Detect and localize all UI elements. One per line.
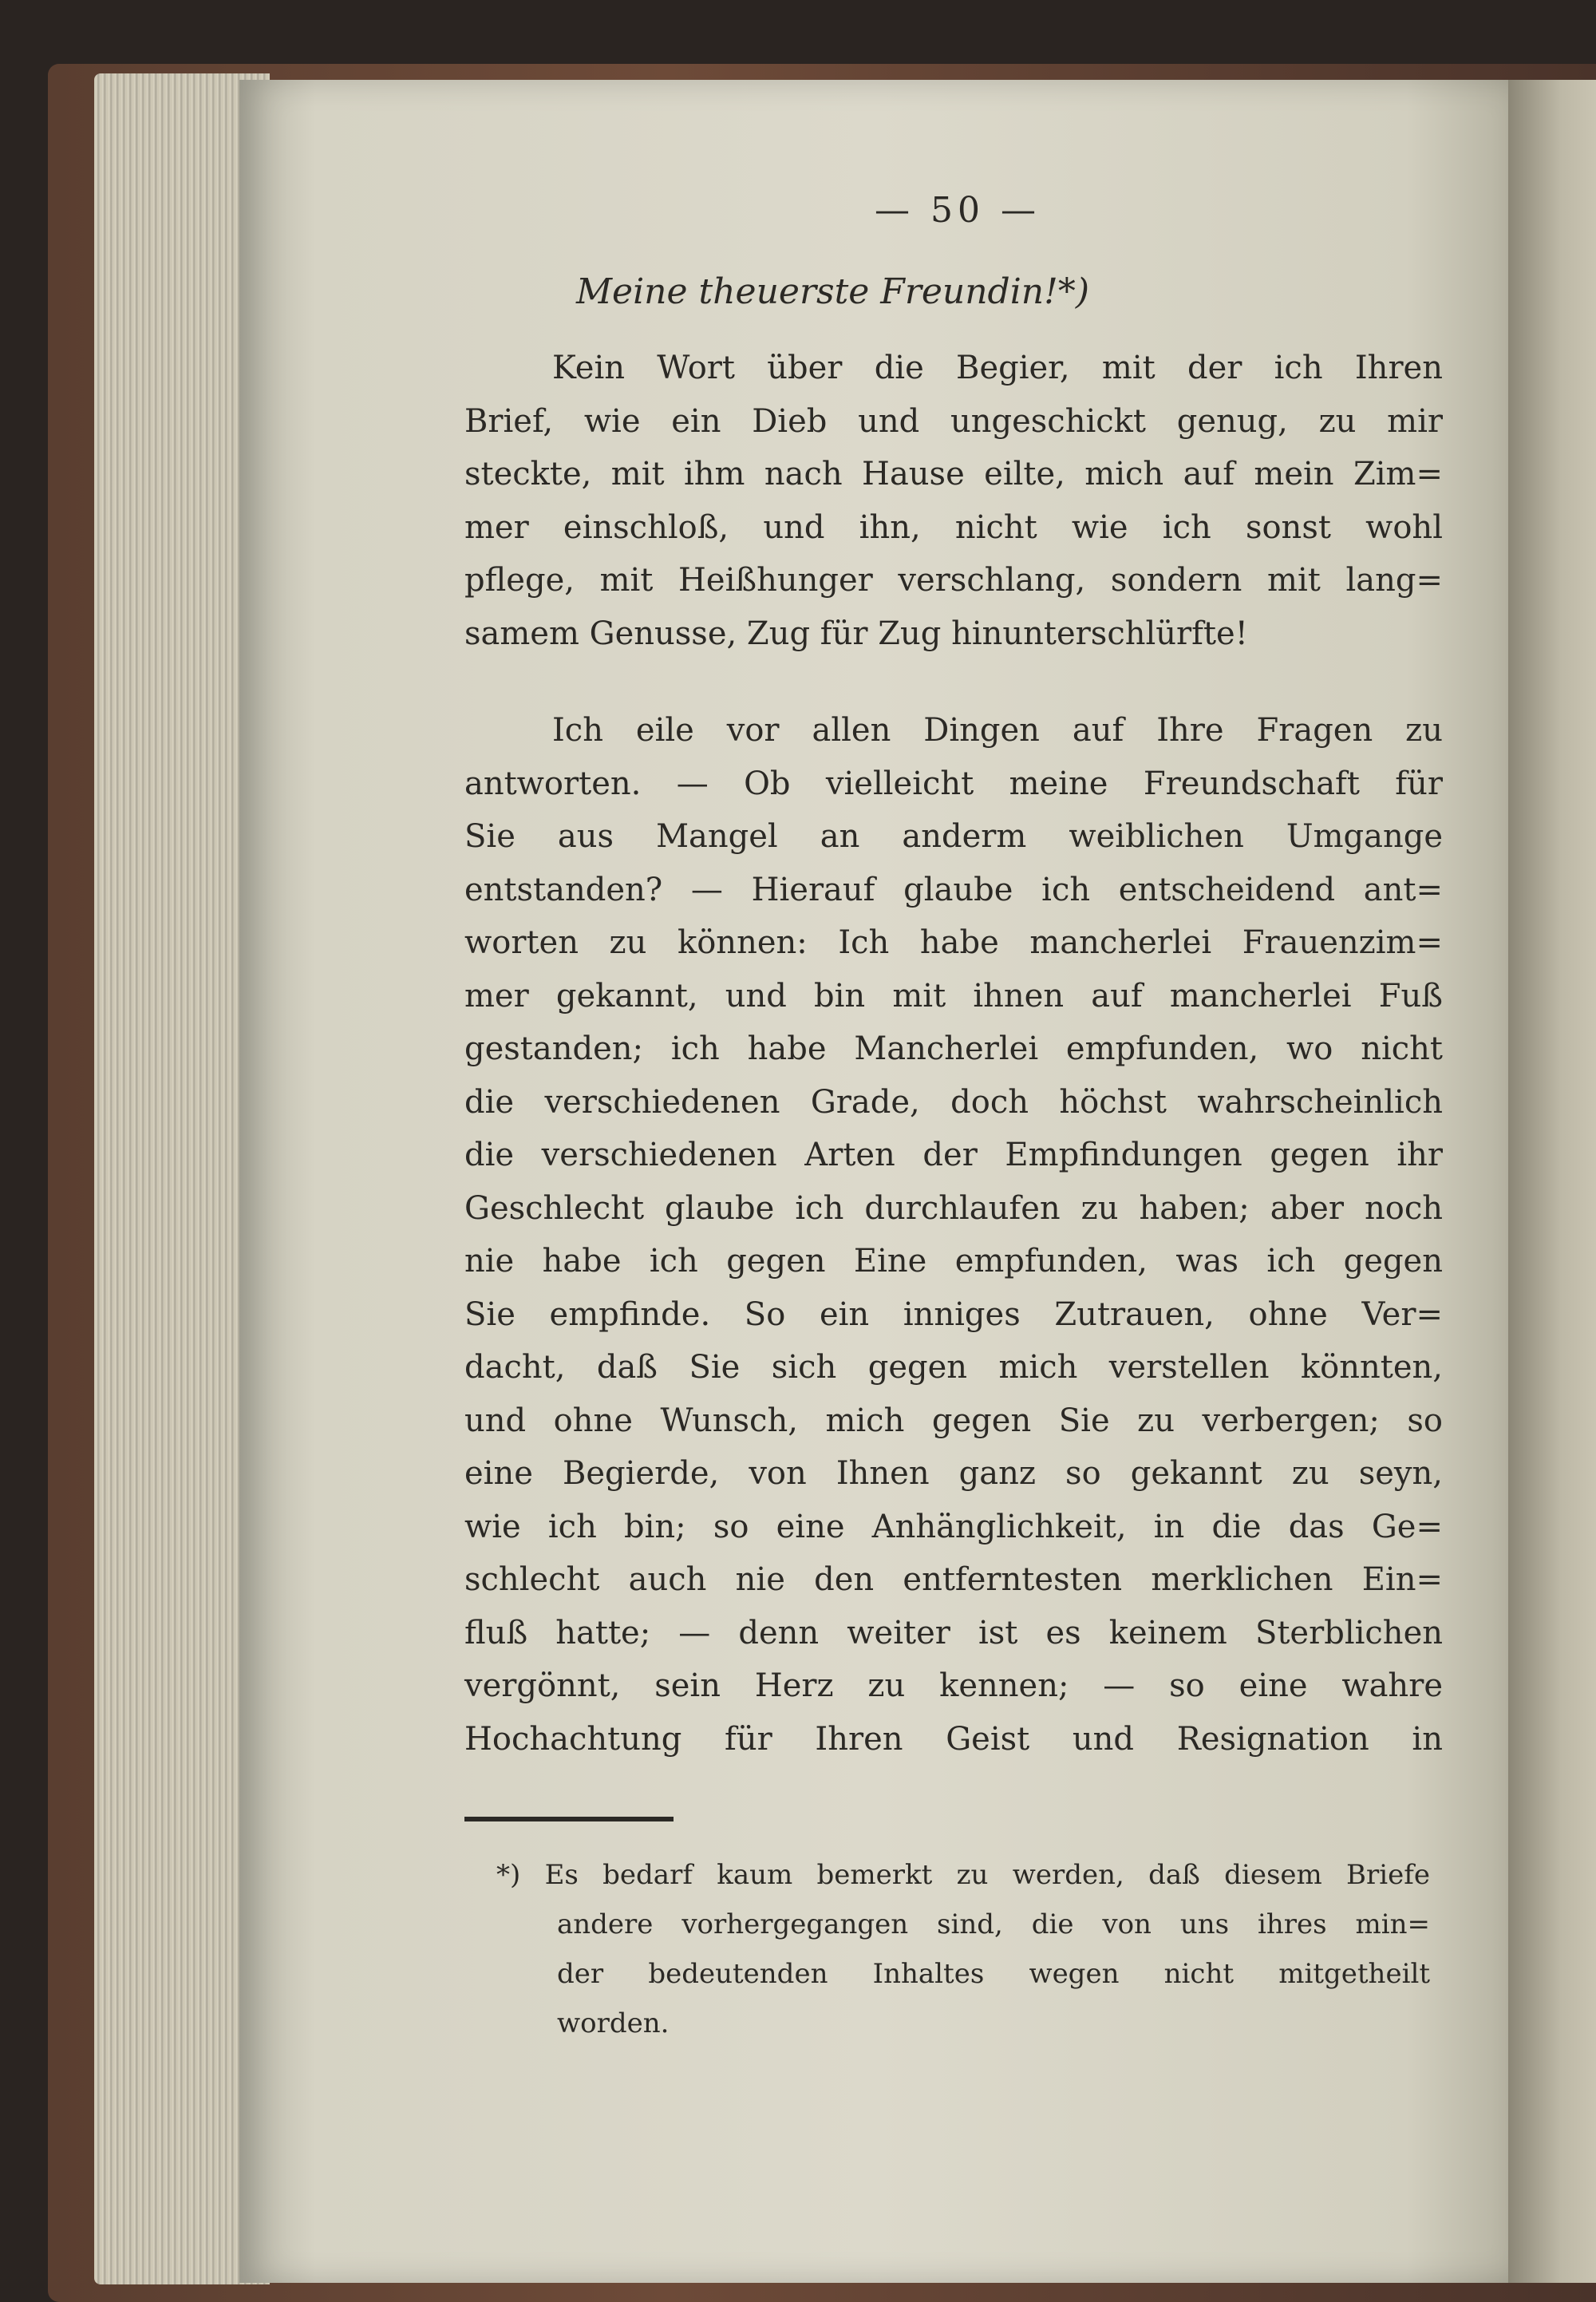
text-line: eine Begierde, von Ihnen ganz so gekannt zu seyn, <box>464 1455 1443 1492</box>
text-line: vergönnt, sein Herz zu kennen; — so eine wahre <box>464 1667 1443 1704</box>
adjacent-page-edge <box>1508 80 1596 2283</box>
text-line: Brief, wie ein Dieb und ungeschickt genug, zu mir <box>464 402 1443 440</box>
page-number: — 50 — <box>875 190 1041 231</box>
text-line: steckte, mit ihm nach Hause eilte, mich auf mein Zim= <box>464 456 1443 492</box>
paragraph-1 <box>464 342 1443 660</box>
text-line: Sie aus Mangel an anderm weiblichen Umgange <box>464 818 1443 855</box>
text-line: Sie empfinde. So ein inniges Zutrauen, ohne Ver= <box>464 1295 1443 1333</box>
text-line: nie habe ich gegen Eine empfunden, was ich gegen <box>464 1243 1443 1280</box>
text-line: samem Genusse, Zug für Zug hinunterschlürfte! <box>464 615 1248 652</box>
paragraph-2 <box>464 704 1443 1766</box>
text-line: die verschiedenen Grade, doch höchst wahrscheinlich <box>464 1083 1443 1121</box>
text-line: Kein Wort über die Begier, mit der ich Ihren <box>552 350 1443 386</box>
footnote-line: andere vorhergegangen sind, die von uns ihres min= <box>557 1908 1430 1940</box>
letter-salutation: Meine theuerste Freundin!*) <box>576 271 1089 312</box>
footnote-rule <box>464 1817 674 1821</box>
text-line: antworten. — Ob vielleicht meine Freundschaft für <box>464 765 1443 802</box>
text-line: Geschlecht glaube ich durchlaufen zu haben; aber noch <box>464 1189 1443 1227</box>
text-line: und ohne Wunsch, mich gegen Sie zu verbergen; so <box>464 1402 1443 1439</box>
text-line: pflege, mit Heißhunger verschlang, sondern mit lang= <box>464 562 1443 599</box>
footnote <box>496 1850 1430 2048</box>
footnote-line: der bedeutenden Inhaltes wegen nicht mitgetheilt <box>557 1958 1430 1990</box>
text-line: gestanden; ich habe Mancherlei empfunden, wo nicht <box>464 1030 1443 1067</box>
footnote-line: worden. <box>557 2007 670 2039</box>
text-line: fluß hatte; — denn weiter ist es keinem Sterblichen <box>464 1614 1443 1651</box>
text-line: Hochachtung für Ihren Geist und Resignation in <box>464 1720 1443 1758</box>
text-line: dacht, daß Sie sich gegen mich verstellen könnten, <box>464 1349 1443 1386</box>
text-line: worten zu können: Ich habe mancherlei Frauenzim= <box>464 924 1443 961</box>
text-line: die verschiedenen Arten der Empfindungen gegen ihr <box>464 1137 1443 1173</box>
text-line: Ich eile vor allen Dingen auf Ihre Fragen zu <box>552 712 1443 749</box>
text-line: wie ich bin; so eine Anhänglichkeit, in die das Ge= <box>464 1508 1443 1545</box>
text-line: entstanden? — Hierauf glaube ich entscheidend ant= <box>464 871 1443 908</box>
text-line: mer einschloß, und ihn, nicht wie ich sonst wohl <box>464 508 1443 546</box>
text-line: schlecht auch nie den entferntesten merklichen Ein= <box>464 1561 1443 1598</box>
footnote-line: *) Es bedarf kaum bemerkt zu werden, daß diesem Briefe <box>496 1859 1430 1891</box>
text-line: mer gekannt, und bin mit ihnen auf mancherlei Fuß <box>464 977 1443 1015</box>
